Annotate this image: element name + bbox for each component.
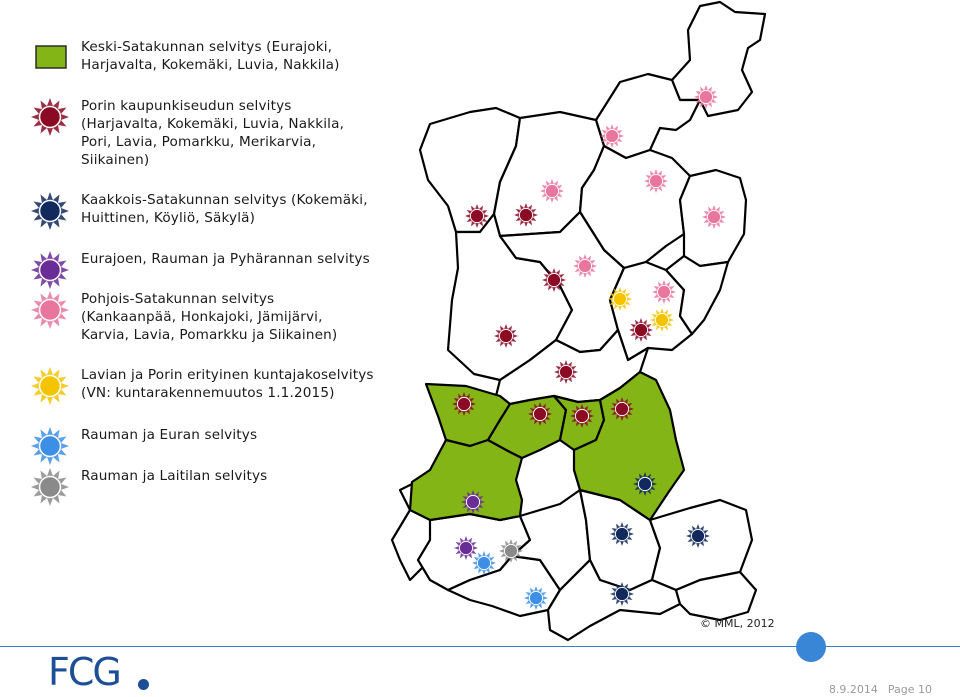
footer-date: 8.9.2014 xyxy=(828,683,878,696)
green-square-icon xyxy=(30,38,70,78)
grey-sun-icon xyxy=(30,467,70,507)
light-blue-sun-icon xyxy=(30,426,70,466)
legend-text: Porin kaupunkiseudun selvitys (Harjavalta, Kokemäki, Luvia, Nakkila, Pori, Lavia, Pomarkku, Merikarvia, Siikainen) xyxy=(81,98,345,168)
legend-text: Kaakkois-Satakunnan selvitys (Kokemäki, Huittinen, Köyliö, Säkylä) xyxy=(81,192,368,226)
legend-text: Keski-Satakunnan selvitys (Eurajoki, Harjavalta, Kokemäki, Luvia, Nakkila) xyxy=(81,39,340,73)
region-eurajoki xyxy=(410,440,522,520)
footer-accent-circle xyxy=(796,632,826,662)
yellow-sun-icon-shape xyxy=(31,367,69,405)
footer-page: Page 10 xyxy=(887,683,932,696)
fcg-logo: FCG xyxy=(48,650,120,694)
dark-blue-sun-icon-shape xyxy=(31,192,69,230)
legend-text: Lavian ja Porin erityinen kuntajakoselvitys (VN: kuntarakennemuutos 1.1.2015) xyxy=(81,367,374,401)
dark-blue-sun-icon xyxy=(30,191,70,231)
legend-text: Pohjois-Satakunnan selvitys (Kankaanpää, Honkajoki, Jämijärvi, Karvia, Lavia, Pomarkku ja Siikainen) xyxy=(81,291,338,343)
light-blue-sun-icon-shape xyxy=(31,427,69,465)
pink-sun-icon xyxy=(30,290,70,330)
legend-text: Rauman ja Laitilan selvitys xyxy=(81,468,268,484)
grey-sun-icon-shape xyxy=(31,468,69,506)
page-info xyxy=(829,683,932,696)
pink-sun-icon-shape xyxy=(31,291,69,329)
logo-dot xyxy=(138,679,149,690)
purple-sun-icon-shape xyxy=(31,251,69,289)
yellow-sun-icon xyxy=(30,366,70,406)
dark-red-sun-icon-shape xyxy=(31,98,69,136)
map-copyright: © MML, 2012 xyxy=(700,617,775,630)
dark-red-sun-icon xyxy=(30,97,70,137)
legend-text: Rauman ja Euran selvitys xyxy=(81,427,258,443)
legend-text: Eurajoen, Rauman ja Pyhärannan selvitys xyxy=(81,251,370,267)
purple-sun-icon xyxy=(30,250,70,290)
